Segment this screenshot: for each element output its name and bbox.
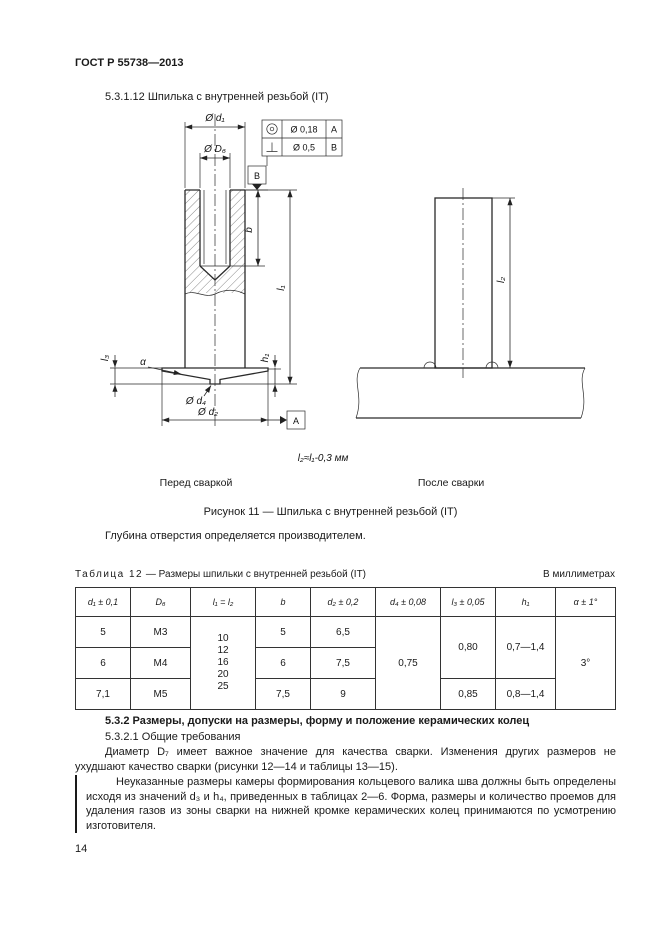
figure-11-drawing xyxy=(60,108,601,468)
dim-label-D6: Ø D₆ xyxy=(204,144,226,155)
tolerance-frame xyxy=(262,120,342,166)
figure-note: l₂≈l₁-0,3 мм xyxy=(297,453,349,464)
datum-a xyxy=(268,411,305,429)
section-5-3-2 xyxy=(75,714,616,834)
perpendicularity-icon xyxy=(267,143,278,152)
table-12 xyxy=(75,587,616,710)
cell-d4: 0,75 xyxy=(376,617,441,710)
tolerance-value-1: Ø 0,18 xyxy=(290,124,318,135)
datum-a-label: A xyxy=(292,416,300,426)
doc-number: ГОСТ Р 55738—2013 xyxy=(75,57,184,69)
col-header-d4: d₄ ± 0,08 xyxy=(376,588,441,617)
plate-break-left xyxy=(356,368,360,418)
cell-lengths: 10 12 16 20 25 xyxy=(191,617,256,710)
datum-b xyxy=(245,166,268,190)
heading-5-3-2-1: 5.3.2.1 Общие требования xyxy=(105,730,241,743)
page-number: 14 xyxy=(75,843,88,855)
table-label: Таблица 12 xyxy=(75,569,144,580)
cell-l3: 0,80 xyxy=(441,617,496,679)
table-title-text: — Размеры шпильки с внутренней резьбой (IT) xyxy=(145,569,367,580)
state-after-welding: После сварки xyxy=(417,477,485,489)
dim-label-d2: Ø d₂ xyxy=(198,407,218,418)
cell-h1: 0,8—1,4 xyxy=(496,679,556,710)
plate-break-right xyxy=(581,368,585,418)
cell-l3: 0,85 xyxy=(441,679,496,710)
dim-label-d1: Ø d₁ xyxy=(205,113,225,124)
d4-leader xyxy=(204,386,211,397)
dim-label-l1: l₁ xyxy=(276,285,287,291)
dim-label-h1: h₁ xyxy=(260,353,271,363)
col-header-l1-l2: l₁ = l₂ xyxy=(191,588,256,617)
cell-d2: 7,5 xyxy=(311,648,376,679)
cell-D6: M3 xyxy=(131,617,191,648)
heading-5-3-2: 5.3.2 Размеры, допуски на размеры, форму и положение керамических колец xyxy=(105,715,530,727)
change-bar-block xyxy=(75,775,616,833)
cell-b: 6 xyxy=(256,648,311,679)
cell-d2: 6,5 xyxy=(311,617,376,648)
table-header-row xyxy=(76,588,616,617)
table-row xyxy=(76,617,616,648)
cell-d1: 5 xyxy=(76,617,131,648)
dim-label-alpha: α xyxy=(140,357,146,368)
col-header-alpha: α ± 1° xyxy=(556,588,616,617)
paragraph-hole-depth: Глубина отверстия определяется производителем. xyxy=(105,530,366,542)
datum-b-label: B xyxy=(253,171,261,181)
col-header-l3: l₃ ± 0,05 xyxy=(441,588,496,617)
col-header-d1: d₁ ± 0,1 xyxy=(76,588,131,617)
table-units: В миллиметрах xyxy=(543,569,615,580)
dim-label-d4: Ø d₄ xyxy=(185,396,207,407)
table-12-title xyxy=(75,569,615,580)
col-header-h1: h₁ xyxy=(496,588,556,617)
dim-label-l2: l₂ xyxy=(496,276,507,284)
col-header-D6: D₆ xyxy=(131,588,191,617)
cell-d2: 9 xyxy=(311,679,376,710)
paragraph-unspecified-dims: Неуказанные размеры камеры формирования кольцевого валика шва должны быть определены исходя из значений d₃ и h₄, приведенных в таблицах 2—6. Форма, размеры и количество проемов для удаления газов из зоны сварки на нижней кромке керамических колец принимаются по усмотрению изготовителя. xyxy=(86,776,616,832)
paragraph-d7: Диаметр D₇ имеет важное значение для качества сварки. Изменения других размеров не ухудшают качество сварки (рисунки 12—14 и таблицы 13—15). xyxy=(75,746,616,773)
dim-label-l3: l₃ xyxy=(100,354,111,362)
cell-d1: 7,1 xyxy=(76,679,131,710)
tolerance-value-2: Ø 0,5 xyxy=(292,142,316,153)
cell-D6: M5 xyxy=(131,679,191,710)
state-before-welding: Перед сваркой xyxy=(159,477,233,489)
figure-caption: Рисунок 11 — Шпилька с внутренней резьбой (IT) xyxy=(203,506,458,518)
col-header-b: b xyxy=(256,588,311,617)
welded-stud xyxy=(435,198,492,368)
concentricity-icon xyxy=(267,124,277,134)
tolerance-datum-1: A xyxy=(330,124,338,135)
cell-h1: 0,7—1,4 xyxy=(496,617,556,679)
section-heading-5-3-1-12: 5.3.1.12 Шпилька с внутренней резьбой (IT) xyxy=(105,91,329,103)
cell-b: 7,5 xyxy=(256,679,311,710)
cell-alpha: 3° xyxy=(556,617,616,710)
col-header-d2: d₂ ± 0,2 xyxy=(311,588,376,617)
cell-d1: 6 xyxy=(76,648,131,679)
table-row xyxy=(76,679,616,710)
dim-label-b: b xyxy=(244,227,255,233)
tolerance-datum-2: B xyxy=(330,142,338,153)
cell-b: 5 xyxy=(256,617,311,648)
cell-D6: M4 xyxy=(131,648,191,679)
